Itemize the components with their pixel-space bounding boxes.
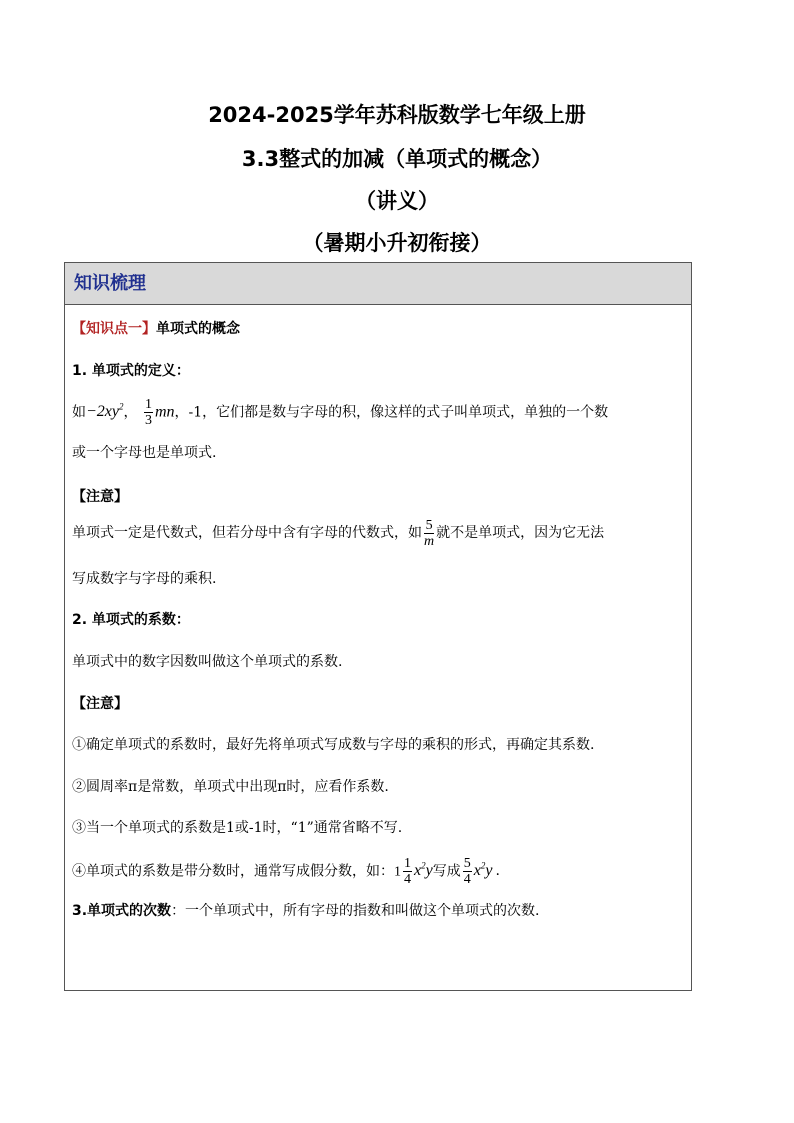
definition-heading-3: 3.单项式的次数	[72, 903, 172, 919]
definition-text-1: 如$-2xy^2$， $\frac{1}{3}$ mn，-1，它们都是数与字母的积，像这样的式子叫单项式，单独的一个数	[72, 396, 609, 428]
definition-text-1-cont: 或一个字母也是单项式.	[72, 445, 217, 461]
definition-text-3: ：一个单项式中，所有字母的指数和叫做这个单项式的次数.	[171, 903, 540, 919]
knowledge-point-bracket: 【知识点一】	[72, 321, 156, 337]
knowledge-point-heading	[72, 318, 240, 338]
fraction-five-over-m: $\frac{5}{m}$	[424, 517, 435, 549]
document-type: （讲义）	[355, 189, 439, 213]
section-title: 知识梳理	[65, 263, 691, 305]
note-item-4: ④单项式的系数是带分数时，通常写成假分数，如：1 $\frac{1}{4}$ $x^2y$写成 $\frac{5}{4}$ $x^2y$ .	[72, 855, 500, 887]
note-item-1: ①确定单项式的系数时，最好先将单项式写成数与字母的乘积的形式，再确定其系数.	[72, 737, 595, 753]
definition-heading-2: 2. 单项式的系数：	[72, 612, 190, 628]
document-title: 2024-2025学年苏科版数学七年级上册	[208, 103, 586, 127]
note-item-2: ②圆周率π是常数，单项式中出现π时，应看作系数.	[72, 779, 389, 795]
document-subtitle: 3.3整式的加减（单项式的概念）	[241, 147, 553, 171]
note-label-1: 【注意】	[72, 489, 128, 505]
improper-fraction: $\frac{5}{4}$	[463, 855, 471, 887]
mixed-fraction: $\frac{1}{4}$	[404, 855, 411, 887]
document-audience: （暑期小升初衔接）	[302, 231, 492, 255]
fraction-one-third: $\frac{1}{3}$	[144, 396, 152, 428]
note-item-3: ③当一个单项式的系数是1或-1时，“1”通常省略不写.	[72, 820, 403, 836]
note-text-1: 单项式一定是代数式，但若分母中含有字母的代数式，如 $\frac{5}{m}$ 就不是单项式，因为它无法	[72, 517, 605, 549]
definition-3	[72, 900, 540, 920]
definition-text-2: 单项式中的数字因数叫做这个单项式的系数.	[72, 654, 343, 670]
knowledge-point-title: 单项式的概念	[156, 321, 240, 337]
expression-1: $-2xy^2$	[86, 402, 124, 421]
note-text-1-cont: 写成数字与字母的乘积.	[72, 571, 217, 587]
note-label-2: 【注意】	[72, 696, 128, 712]
definition-heading-1: 1. 单项式的定义：	[72, 363, 190, 379]
